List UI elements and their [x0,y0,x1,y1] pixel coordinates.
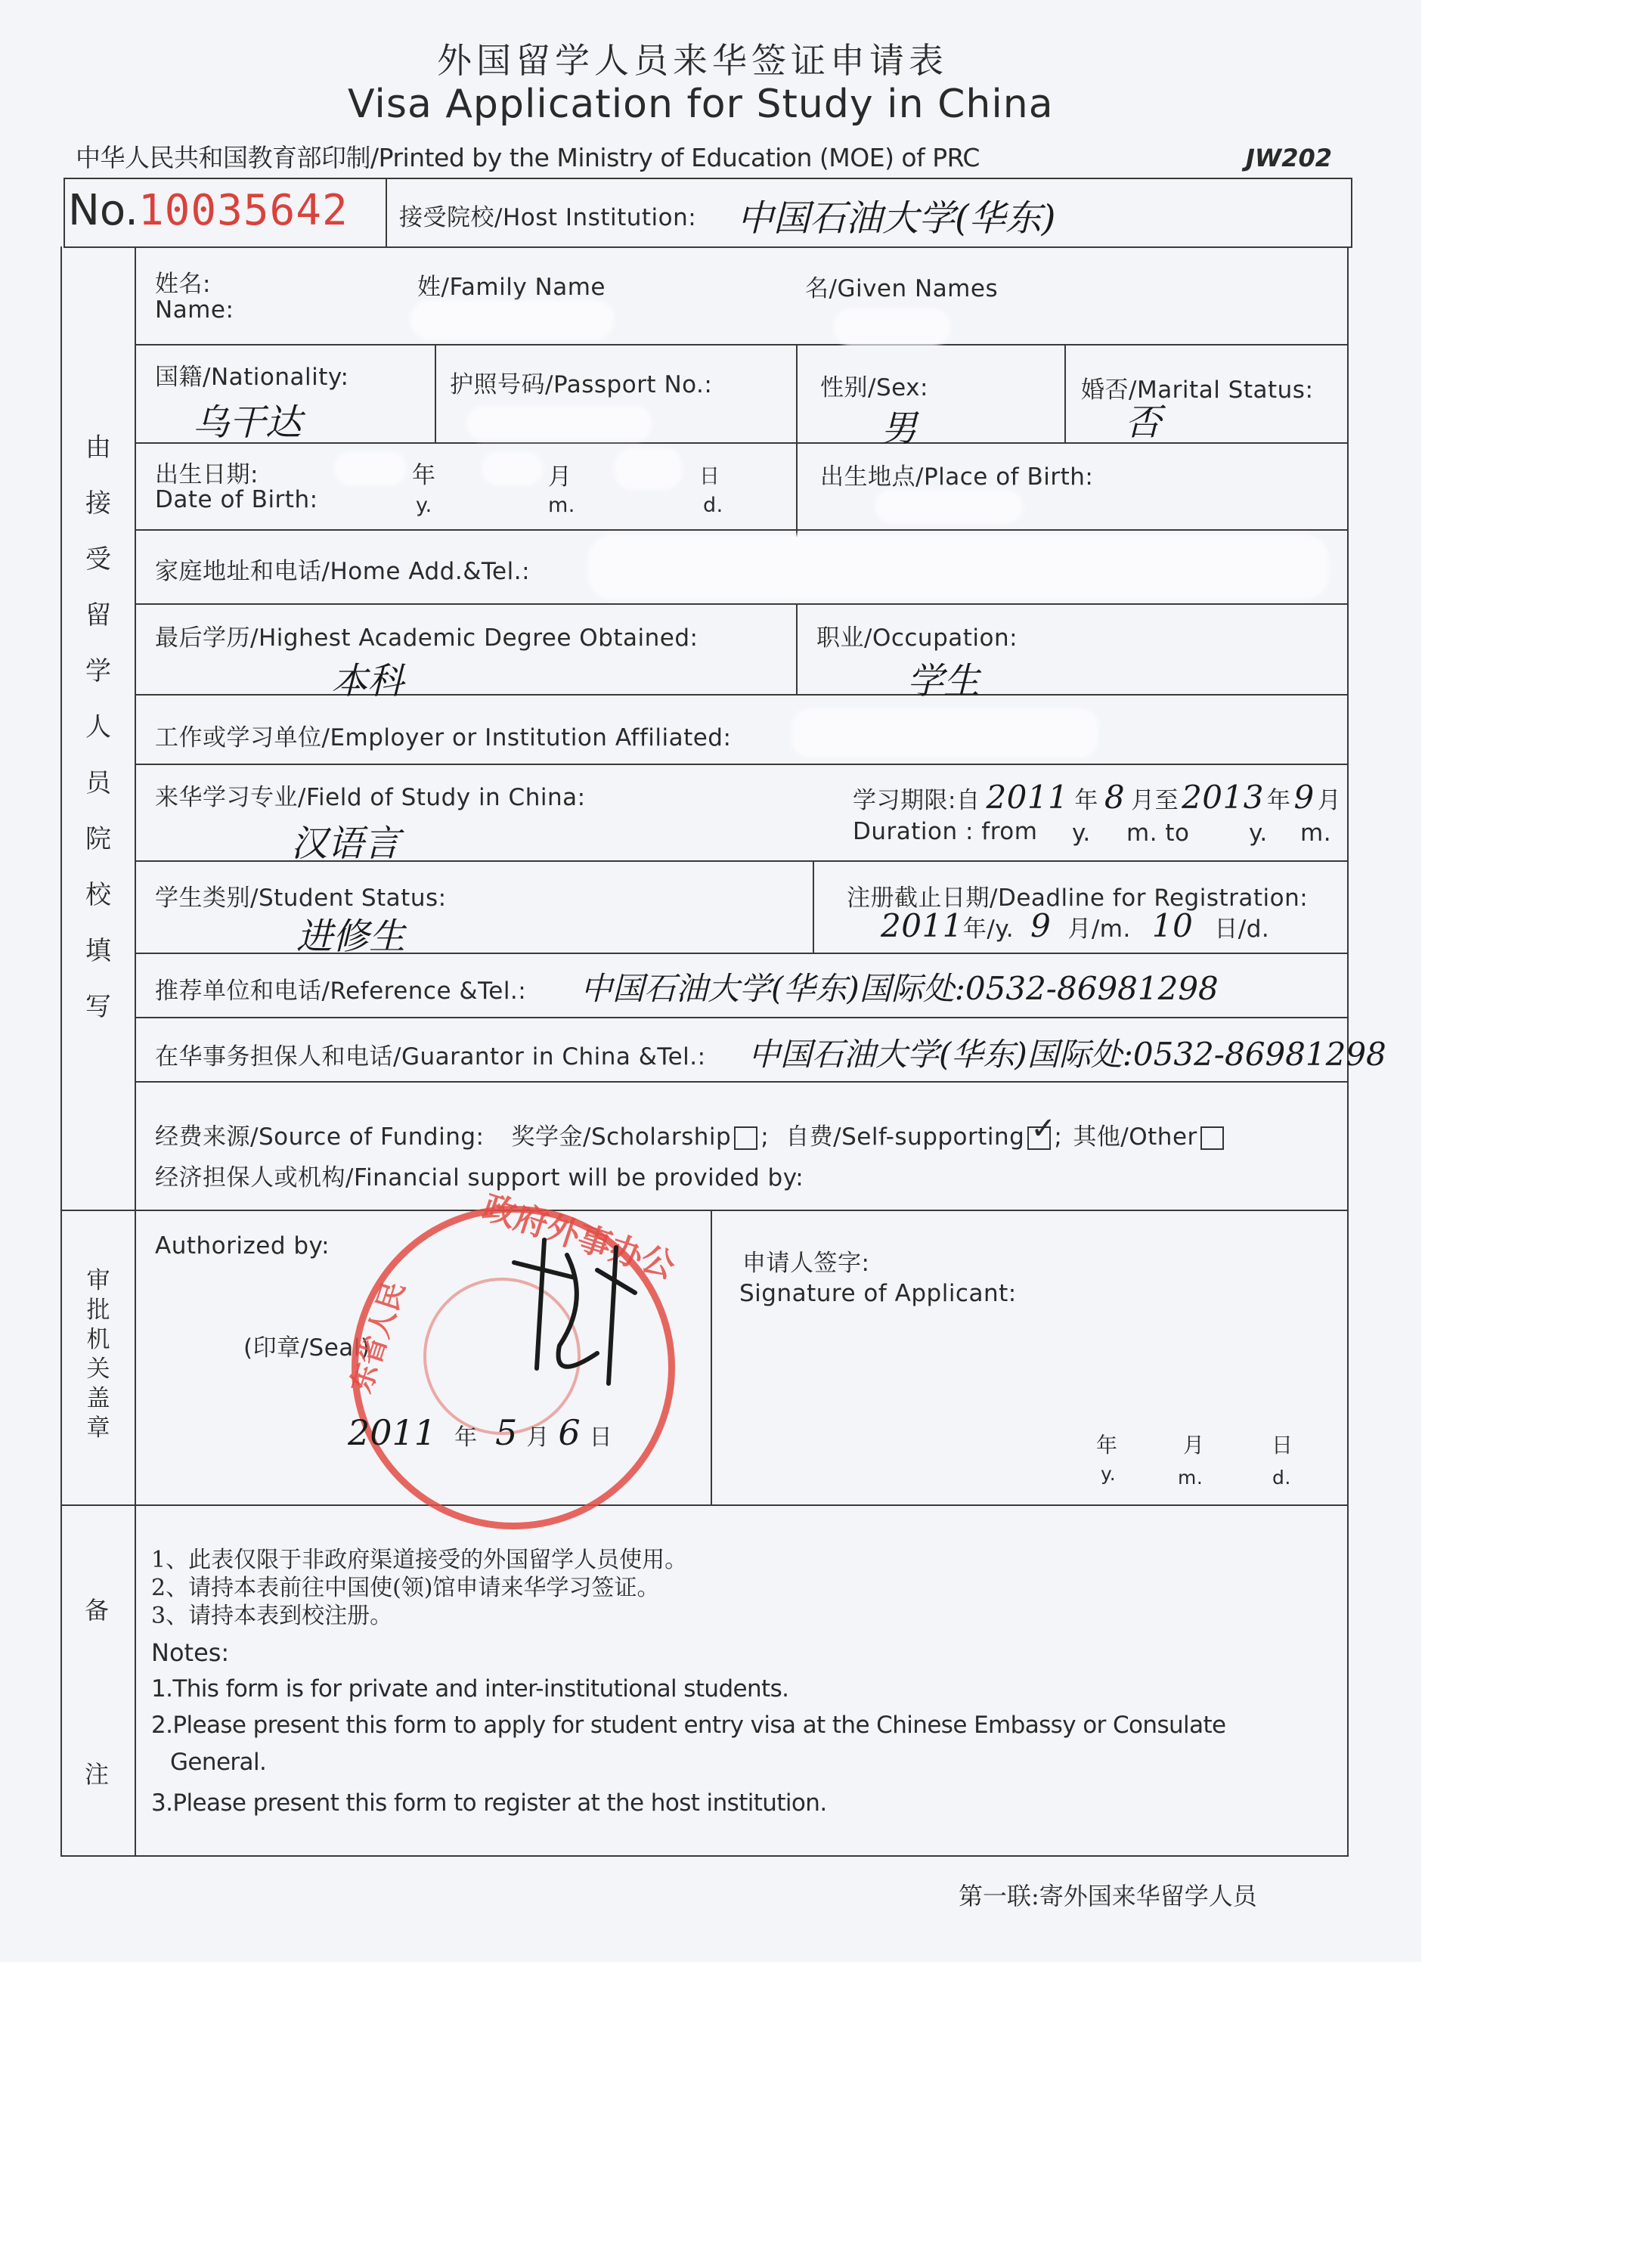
guarantor-label: 在华事务担保人和电话/Guarantor in China &Tel.: [155,1043,706,1070]
duration-en-m-to: m. to [1126,820,1190,847]
occupation-value: 学生 [907,660,980,702]
authorized-label: Authorized by: [155,1232,330,1259]
authorized-day: 6 [558,1412,581,1453]
duration-en-m2: m. [1300,820,1332,847]
field-value: 汉语言 [291,823,401,865]
name-label-cn: 姓名: [155,271,211,298]
birth-year-redacted [336,454,404,484]
title-en: Visa Application for Study in China [348,82,1054,127]
financial-label: 经济担保人或机构/Financial support will be provided by: [155,1164,804,1191]
authorized-month: 5 [495,1412,518,1453]
duration-from-month: 8 [1104,779,1126,816]
host-institution-label: 接受院校/Host Institution: [399,204,697,231]
deadline-value: 2011年/y. 9 月/m. 10 日/d. [881,907,1270,944]
side-label-notes-bottom: 注 [85,1760,110,1789]
home-redacted [590,537,1327,597]
applicant-d-cn: 日 [1272,1433,1293,1458]
duration-from-year: 2011 [986,779,1069,816]
passport-redacted [469,408,650,438]
reference-label: 推荐单位和电话/Reference &Tel.: [155,978,527,1005]
deadline-year: 2011 [881,907,963,944]
deadline-day: 10 [1151,907,1194,944]
deadline-label: 注册截止日期/Deadline for Registration: [847,885,1309,912]
scholarship-checkbox[interactable] [734,1126,757,1150]
sex-label: 性别/Sex: [820,374,928,401]
side-label-section2: 审 批 机 关 盖 章 [86,1267,110,1442]
field-label: 来华学习专业/Field of Study in China: [155,784,586,811]
applicant-m-cn: 月 [1183,1433,1205,1458]
applicant-m-en: m. [1178,1467,1203,1489]
employer-redacted [794,711,1096,756]
notes-title: Notes: [151,1638,230,1667]
birth-month-cn: 月 [548,463,572,491]
home-label: 家庭地址和电话/Home Add.&Tel.: [155,558,531,585]
applicant-label-cn: 申请人签字: [742,1250,870,1277]
duration-en-y2: y. [1249,820,1268,847]
family-name-label: 姓/Family Name [417,274,606,301]
applicant-y-en: y. [1101,1463,1117,1485]
birth-year-cn: 年 [412,462,436,489]
family-name-redacted [412,302,612,337]
notes-en-3: 3.Please present this form to register at the host institution. [151,1789,827,1817]
birth-date-label-en: Date of Birth: [155,486,318,513]
official-signature [484,1232,665,1399]
notes-en-2: 2.Please present this form to apply for student entry visa at the Chinese Embassy or Consulate [151,1712,1226,1739]
applicant-y-cn: 年 [1096,1433,1118,1458]
birth-d-en: d. [703,494,723,517]
duration-to-year: 2013 [1182,779,1264,816]
form-number-value: 10035642 [138,186,348,235]
degree-label: 最后学历/Highest Academic Degree Obtained: [155,624,699,652]
notes-en-1: 1.This form is for private and inter-institutional students. [151,1675,789,1703]
applicant-label-en: Signature of Applicant: [739,1280,1017,1307]
authorized-year: 2011 [348,1412,437,1453]
birth-month-redacted [484,454,541,484]
birth-place-redacted [877,491,1021,522]
sex-value: 男 [881,407,918,450]
deadline-month: 9 [1030,907,1052,944]
duration-to-month: 9 [1293,779,1315,816]
notes-cn-2: 2、请持本表前往中国使(领)馆申请来华学习签证。 [151,1575,660,1601]
notes-cn-1: 1、此表仅限于非政府渠道接受的外国留学人员使用。 [151,1547,688,1573]
student-status-label: 学生类别/Student Status: [155,885,447,912]
title-cn: 外国留学人员来华签证申请表 [437,40,948,81]
side-label-notes-top: 备 [85,1596,110,1625]
side-label-section1: 由 接 受 留 学 人 员 院 校 填 写 [85,432,111,1022]
form-code: JW202 [1246,144,1332,172]
degree-value: 本科 [331,660,404,702]
nationality-label: 国籍/Nationality: [155,364,349,391]
student-status-value: 进修生 [296,916,406,958]
duration-en-from: Duration : from [853,818,1038,845]
birth-place-label: 出生地点/Place of Birth: [820,463,1094,491]
guarantor-value: 中国石油大学(华东)国际处:0532-86981298 [748,1036,1386,1073]
marital-value: 否 [1125,401,1162,444]
marital-label: 婚否/Marital Status: [1081,376,1314,404]
funding-row: 经费来源/Source of Funding: 奖学金/Scholarship ; 自费/Self-supporting ✓ ; 其他/Other [155,1117,1227,1151]
seal-text-left: 东省人民 [343,1277,411,1397]
birth-day-redacted [616,450,680,488]
nationality-value: 乌干达 [193,401,302,444]
employer-label: 工作或学习单位/Employer or Institution Affiliated: [155,724,732,751]
other-checkbox[interactable] [1200,1126,1224,1150]
given-name-redacted [835,310,949,343]
birth-day-cn: 日 [699,465,720,488]
form-number [68,186,348,235]
footer-copy-label: 第一联:寄外国来华留学人员 [959,1882,1257,1910]
notes-cn-3: 3、请持本表到校注册。 [151,1603,393,1629]
host-institution-value: 中国石油大学(华东) [737,197,1056,240]
form-number-prefix: No. [68,186,138,235]
duration-en-y: y. [1072,820,1091,847]
birth-date-label-cn: 出生日期: [155,461,259,488]
printed-by: 中华人民共和国教育部印制/Printed by the Ministry of Education (MOE) of PRC [76,143,980,172]
name-label-en: Name: [155,296,234,324]
birth-y-en: y. [416,494,432,517]
applicant-d-en: d. [1272,1467,1291,1489]
seal-label: (印章/Seal) [243,1334,370,1362]
duration-cn: 学习期限:自 2011 年 8 月至2013 年9 月 [853,779,1342,816]
authorized-date: 2011 年 5 月 6 日 [348,1412,612,1453]
occupation-label: 职业/Occupation: [816,624,1018,652]
passport-label: 护照号码/Passport No.: [450,371,713,398]
given-name-label: 名/Given Names [805,275,999,302]
self-supporting-checkbox[interactable]: ✓ [1027,1126,1051,1150]
seal-text-top: 政府外事办公 [478,1188,680,1287]
reference-value: 中国石油大学(华东)国际处:0532-86981298 [581,970,1219,1007]
notes-en-2b: General. [170,1749,267,1776]
birth-m-en: m. [548,494,575,517]
